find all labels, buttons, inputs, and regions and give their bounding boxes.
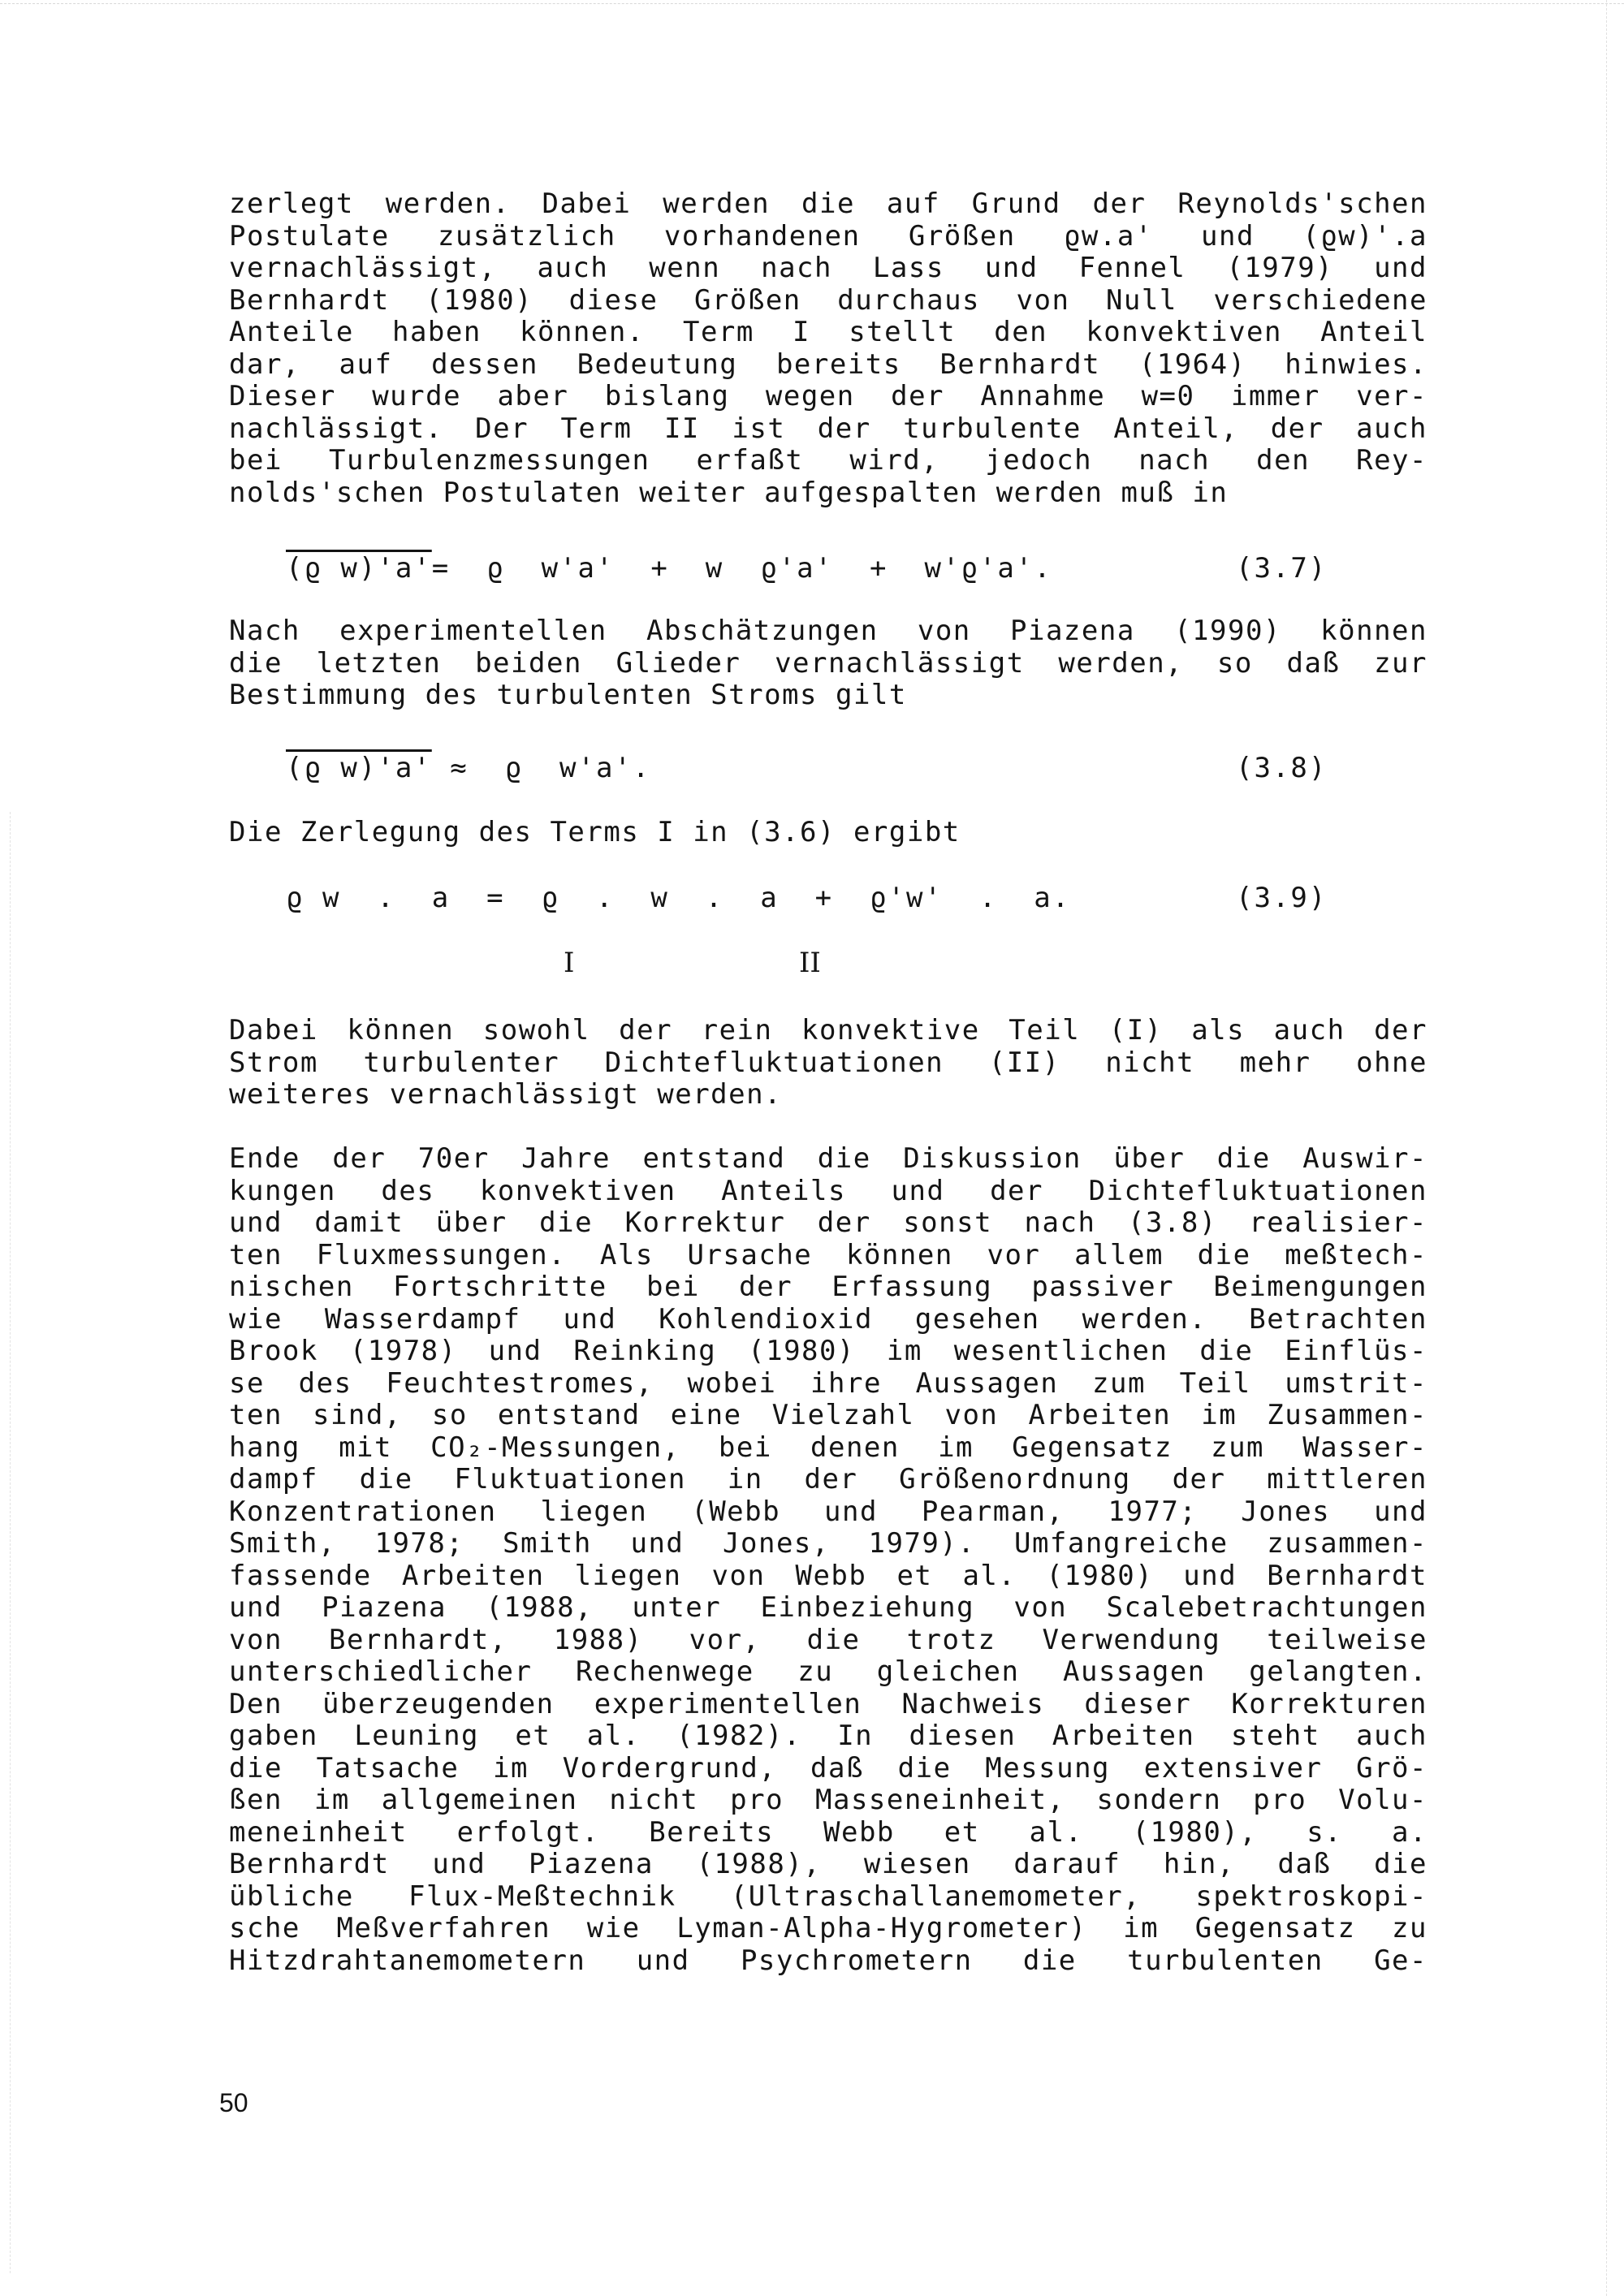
text-line: kungen des konvektiven Anteils und der Dichtefluktuationen	[229, 1174, 1427, 1207]
paragraph-4	[229, 1015, 1427, 1111]
text-line: übliche Flux-Meßtechnik (Ultraschallanemometer, spektroskopi-	[229, 1880, 1427, 1913]
text-line: Ende der 70er Jahre entstand die Diskussion über die Auswir-	[229, 1142, 1427, 1175]
text-line: Nach experimentellen Abschätzungen von Piazena (1990) können	[229, 615, 1427, 647]
text-line: Hitzdrahtanemometern und Psychrometern die turbulenten Ge-	[229, 1944, 1427, 1977]
paragraph-3	[229, 817, 1427, 849]
term-label-ii: II	[799, 947, 821, 979]
text-line: meneinheit erfolgt. Bereits Webb et al. (1980), s. a.	[229, 1815, 1427, 1849]
text-line: Strom turbulenter Dichtefluktuationen (II) nicht mehr ohne	[229, 1046, 1427, 1079]
equation-lhs: (ϱ w)'a'	[286, 752, 432, 784]
text-line: nolds'schen Postulaten weiter aufgespalten werden muß in	[229, 476, 1229, 509]
text-line: und Piazena (1988, unter Einbeziehung von Scalebetrachtungen	[229, 1591, 1427, 1624]
equation-3-7	[286, 552, 1052, 585]
equation-number: (3.8)	[1236, 752, 1328, 784]
text-line: Bestimmung des turbulenten Stroms gilt	[229, 679, 907, 711]
text-line: von Bernhardt, 1988) vor, die trotz Verwendung teilweise	[229, 1623, 1427, 1656]
text-line: ten sind, so entstand eine Vielzahl von Arbeiten im Zusammen-	[229, 1399, 1427, 1431]
text-line: Postulate zusätzlich vorhandenen Größen ϱw.a' und (ϱw)'.a	[229, 219, 1427, 252]
equation-lhs: (ϱ w)'a'	[286, 552, 432, 585]
text-line: se des Feuchtestromes, wobei ihre Aussagen zum Teil umstrit-	[229, 1366, 1427, 1400]
term-label-i: I	[564, 947, 575, 979]
page-number: 50	[219, 2088, 248, 2117]
text-line: ßen im allgemeinen nicht pro Masseneinheit, sondern pro Volu-	[229, 1784, 1427, 1816]
text-line: fassende Arbeiten liegen von Webb et al. (1980) und Bernhardt	[229, 1559, 1427, 1592]
scan-edge-left	[10, 812, 11, 2273]
text-line: hang mit CO₂-Messungen, bei denen im Gegensatz zum Wasser-	[229, 1431, 1427, 1464]
text-line: Die Zerlegung des Terms I in (3.6) ergibt	[229, 816, 961, 848]
text-line: weiteres vernachlässigt werden.	[229, 1078, 783, 1111]
text-line: Konzentrationen liegen (Webb und Pearman, 1977; Jones und	[229, 1495, 1427, 1528]
paragraph-5	[229, 1143, 1427, 1977]
text-line: wie Wasserdampf und Kohlendioxid gesehen werden. Betrachten	[229, 1302, 1427, 1336]
text-line: Den überzeugenden experimentellen Nachweis dieser Korrekturen	[229, 1687, 1427, 1720]
scan-edge-top	[0, 3, 1624, 4]
scan-edge-right	[1606, 0, 1607, 2296]
text-line: bei Turbulenzmessungen erfaßt wird, jedoch nach den Rey-	[229, 444, 1427, 477]
text-line: Dieser wurde aber bislang wegen der Annahme w=0 immer ver-	[229, 380, 1427, 412]
text-line: dar, auf dessen Bedeutung bereits Bernhardt (1964) hinwies.	[229, 347, 1427, 381]
text-line: die Tatsache im Vordergrund, daß die Messung extensiver Grö-	[229, 1751, 1427, 1785]
text-line: dampf die Fluktuationen in der Größenordnung der mittleren	[229, 1463, 1427, 1495]
equation-3-9: ϱ w . a = ϱ . w . a + ϱ'w' . a.	[286, 882, 1071, 914]
text-line: Smith, 1978; Smith und Jones, 1979). Umfangreiche zusammen-	[229, 1527, 1427, 1560]
equation-rhs: ≈ ϱ w'a'.	[431, 752, 651, 784]
text-line: die letzten beiden Glieder vernachlässigt werden, so daß zur	[229, 646, 1427, 680]
text-line: Brook (1978) und Reinking (1980) im wesentlichen die Einflüs-	[229, 1335, 1427, 1367]
paragraph-1	[229, 188, 1427, 509]
paragraph-2	[229, 615, 1427, 712]
equation-number: (3.7)	[1236, 552, 1328, 585]
text-line: unterschiedlicher Rechenwege zu gleichen Aussagen gelangten.	[229, 1655, 1427, 1688]
text-line: Anteile haben können. Term I stellt den konvektiven Anteil	[229, 316, 1427, 348]
equation-3-8	[286, 752, 650, 784]
text-line: nischen Fortschritte bei der Erfassung passiver Beimengungen	[229, 1271, 1427, 1303]
equation-rhs: = ϱ w'a' + w ϱ'a' + w'ϱ'a'.	[431, 552, 1052, 585]
text-line: gaben Leuning et al. (1982). In diesen Arbeiten steht auch	[229, 1720, 1427, 1752]
equation-number: (3.9)	[1236, 882, 1328, 914]
text-line: Dabei können sowohl der rein konvektive Teil (I) als auch der	[229, 1014, 1427, 1047]
text-line: vernachlässigt, auch wenn nach Lass und Fennel (1979) und	[229, 252, 1427, 284]
text-line: Bernhardt (1980) diese Größen durchaus von Null verschiedene	[229, 283, 1427, 317]
text-line: Bernhardt und Piazena (1988), wiesen darauf hin, daß die	[229, 1848, 1427, 1880]
text-line: nachlässigt. Der Term II ist der turbulente Anteil, der auch	[229, 412, 1427, 445]
text-line: zerlegt werden. Dabei werden die auf Grund der Reynolds'schen	[229, 188, 1427, 220]
text-line: sche Meßverfahren wie Lyman-Alpha-Hygrometer) im Gegensatz zu	[229, 1912, 1427, 1944]
text-line: ten Fluxmessungen. Als Ursache können vor allem die meßtech-	[229, 1238, 1427, 1271]
text-line: und damit über die Korrektur der sonst nach (3.8) realisier-	[229, 1206, 1427, 1239]
